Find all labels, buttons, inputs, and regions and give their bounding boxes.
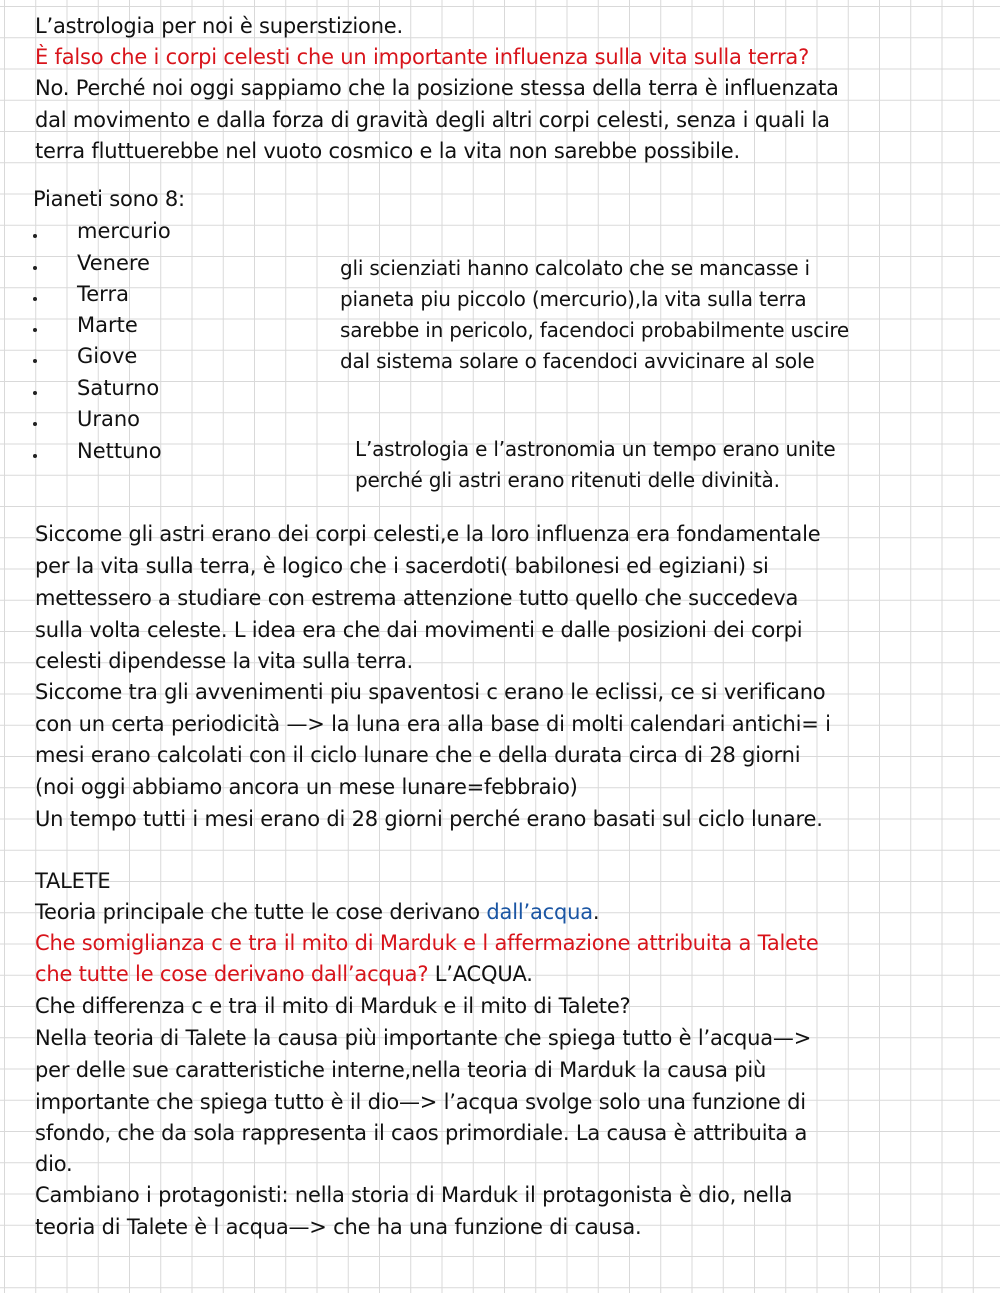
bullet-icon <box>33 297 37 301</box>
body-line: con un certa periodicità —> la luna era alla base di molti calendari antichi= i <box>35 712 831 736</box>
answer-text: L’ACQUA. <box>428 962 533 986</box>
bullet-icon <box>33 391 37 395</box>
section-heading: TALETE <box>35 869 111 893</box>
list-item: Marte <box>77 313 138 337</box>
body-line: mettessero a studiare con estrema attenzione tutto quello che succedeva <box>35 586 799 610</box>
side-note-line: dal sistema solare o facendoci avvicinare al sole <box>340 349 815 373</box>
side-note-line: sarebbe in pericolo, facendoci probabilmente uscire <box>340 318 850 342</box>
question-text: che tutte le cose derivano dall’acqua? <box>35 962 429 986</box>
body-line: Un tempo tutti i mesi erano di 28 giorni perché erano basati sul ciclo lunare. <box>35 807 823 831</box>
body-line: Siccome gli astri erano dei corpi celesti,e la loro influenza era fondamentale <box>35 522 821 546</box>
side-note-line: L’astrologia e l’astronomia un tempo erano unite <box>355 437 836 461</box>
talete-answer-line: per delle sue caratteristiche interne,nella teoria di Marduk la causa più <box>35 1058 767 1082</box>
list-item: Venere <box>77 251 150 275</box>
side-note-line: gli scienziati hanno calcolato che se mancasse i <box>340 256 810 280</box>
bullet-icon <box>33 454 37 458</box>
talete-question: Che somiglianza c e tra il mito di Marduk e l affermazione attribuita a Talete <box>35 931 819 955</box>
talete-answer-line: Nella teoria di Talete la causa più importante che spiega tutto è l’acqua—> <box>35 1026 812 1050</box>
list-item: Terra <box>77 282 129 306</box>
planets-heading: Pianeti sono 8: <box>33 187 185 211</box>
bullet-icon <box>33 359 37 363</box>
theory-text: Teoria principale che tutte le cose derivano <box>35 900 487 924</box>
side-note-line: pianeta piu piccolo (mercurio),la vita sulla terra <box>340 287 807 311</box>
talete-answer-line: sfondo, che da sola rappresenta il caos primordiale. La causa è attribuita a <box>35 1121 808 1145</box>
bullet-icon <box>33 422 37 426</box>
body-line: per la vita sulla terra, è logico che i sacerdoti( babilonesi ed egiziani) si <box>35 554 769 578</box>
talete-question: Che differenza c e tra il mito di Marduk e il mito di Talete? <box>35 994 631 1018</box>
talete-theory <box>35 897 599 928</box>
theory-highlight: dall’acqua <box>486 900 593 924</box>
list-item: Nettuno <box>77 439 162 463</box>
bullet-icon <box>33 234 37 238</box>
body-line: mesi erano calcolati con il ciclo lunare che e della durata circa di 28 giorni <box>35 743 801 767</box>
bullet-icon <box>33 328 37 332</box>
intro-answer-line: terra fluttuerebbe nel vuoto cosmico e la vita non sarebbe possibile. <box>35 139 740 163</box>
talete-answer-line: teoria di Talete è l acqua—> che ha una funzione di causa. <box>35 1215 642 1239</box>
intro-answer-line: dal movimento e dalla forza di gravità degli altri corpi celesti, senza i quali la <box>35 108 830 132</box>
list-item: mercurio <box>77 219 171 243</box>
intro-answer-line: No. Perché noi oggi sappiamo che la posizione stessa della terra è influenzata <box>35 76 839 100</box>
body-line: sulla volta celeste. L idea era che dai movimenti e dalle posizioni dei corpi <box>35 618 803 642</box>
talete-question-line <box>35 959 533 990</box>
theory-suffix: . <box>592 900 600 924</box>
body-line: Siccome tra gli avvenimenti piu spaventosi c erano le eclissi, ce si verificano <box>35 680 826 704</box>
talete-answer-line: dio. <box>35 1152 73 1176</box>
body-line: celesti dipendesse la vita sulla terra. <box>35 649 414 673</box>
bullet-icon <box>33 266 37 270</box>
list-item: Giove <box>77 344 138 368</box>
talete-answer-line: importante che spiega tutto è il dio—> l’acqua svolge solo una funzione di <box>35 1090 806 1114</box>
talete-answer-line: Cambiano i protagonisti: nella storia di Marduk il protagonista è dio, nella <box>35 1183 793 1207</box>
side-note-line: perché gli astri erano ritenuti delle divinità. <box>355 468 780 492</box>
body-line: (noi oggi abbiamo ancora un mese lunare=febbraio) <box>35 775 578 799</box>
intro-line: L’astrologia per noi è superstizione. <box>35 14 404 38</box>
intro-question: È falso che i corpi celesti che un importante influenza sulla vita sulla terra? <box>35 45 810 69</box>
list-item: Urano <box>77 407 141 431</box>
list-item: Saturno <box>77 376 160 400</box>
